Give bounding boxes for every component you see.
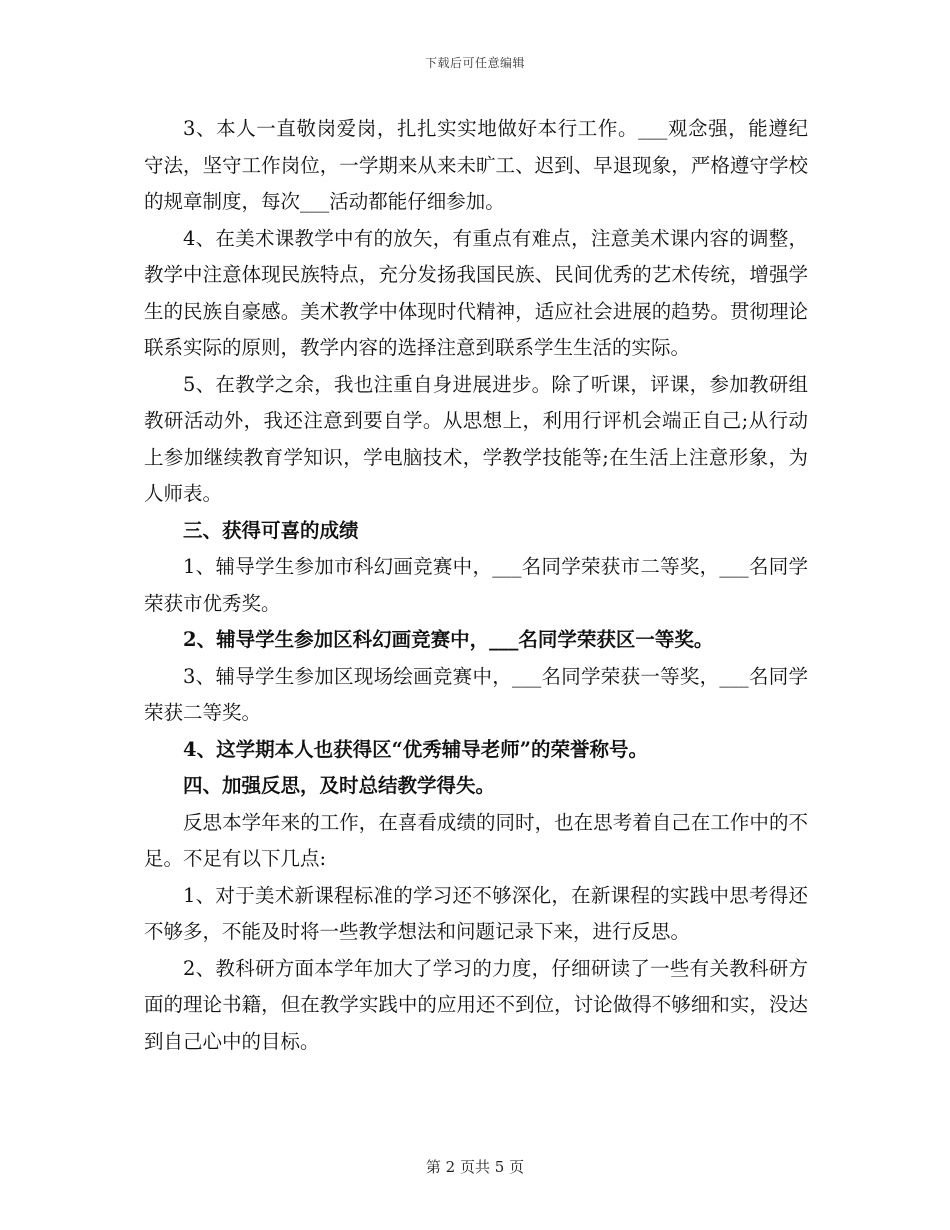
- achievement-item-4: 4、这学期本人也获得区“优秀辅导老师”的荣誉称号。: [183, 737, 649, 761]
- section-heading-achievements: 三、获得可喜的成绩: [183, 518, 359, 542]
- page-header: 下载后可任意编辑: [424, 56, 525, 70]
- document-body: [144, 111, 808, 1060]
- achievement-item-2: 2、辅导学生参加区科幻画竞赛中，___名同学荣获区一等奖。: [183, 628, 714, 651]
- paragraph-item-5: 5、在教学之余，我也注重自身进展进步。除了听课，评课，参加教研组教研活动外，我还注意到要自学。从思想上，利用行评机会端正自己;从行动上参加继续教育学知识，学电脑技术，学教学技能等;在生活上注意形象，为人师表。: [144, 372, 808, 505]
- paragraph-item-4: 4、在美术课教学中有的放矢，有重点有难点，注意美术课内容的调整，教学中注意体现民族特点，充分发扬我国民族、民间优秀的艺术传统，增强学生的民族自豪感。美术教学中体现时代精神，适应社会进展的趋势。贯彻理论联系实际的原则，教学内容的选择注意到联系学生生活的实际。: [144, 226, 808, 359]
- paragraph-item-3: 3、本人一直敬岗爱岗，扎扎实实地做好本行工作。___观念强，能遵纪守法，坚守工作岗位，一学期来从来未旷工、迟到、早退现象，严格遵守学校的规章制度，每次___活动都能仔细参加。: [144, 117, 808, 213]
- achievement-item-3: 3、辅导学生参加区现场绘画竞赛中，___名同学荣获一等奖，___名同学荣获二等奖。: [144, 664, 808, 724]
- page-footer: 第 2 页共 5 页: [425, 1158, 525, 1176]
- section-heading-reflection: 四、加强反思，及时总结教学得失。: [183, 774, 496, 797]
- shortcoming-item-1: 1、对于美术新课程标准的学习还不够深化，在新课程的实践中思考得还不够多，不能及时将一些教学想法和问题记录下来，进行反思。: [144, 883, 808, 943]
- shortcoming-item-2: 2、教科研方面本学年加大了学习的力度，仔细研读了一些有关教科研方面的理论书籍，但在教学实践中的应用还不到位，讨论做得不够细和实，没达到自己心中的目标。: [144, 956, 808, 1053]
- achievement-item-1: 1、辅导学生参加市科幻画竞赛中，___名同学荣获市二等奖，___名同学荣获市优秀奖。: [144, 555, 808, 615]
- reflection-intro: 反思本学年来的工作，在喜看成绩的同时，也在思考着自己在工作中的不足。不足有以下几点:: [144, 810, 808, 870]
